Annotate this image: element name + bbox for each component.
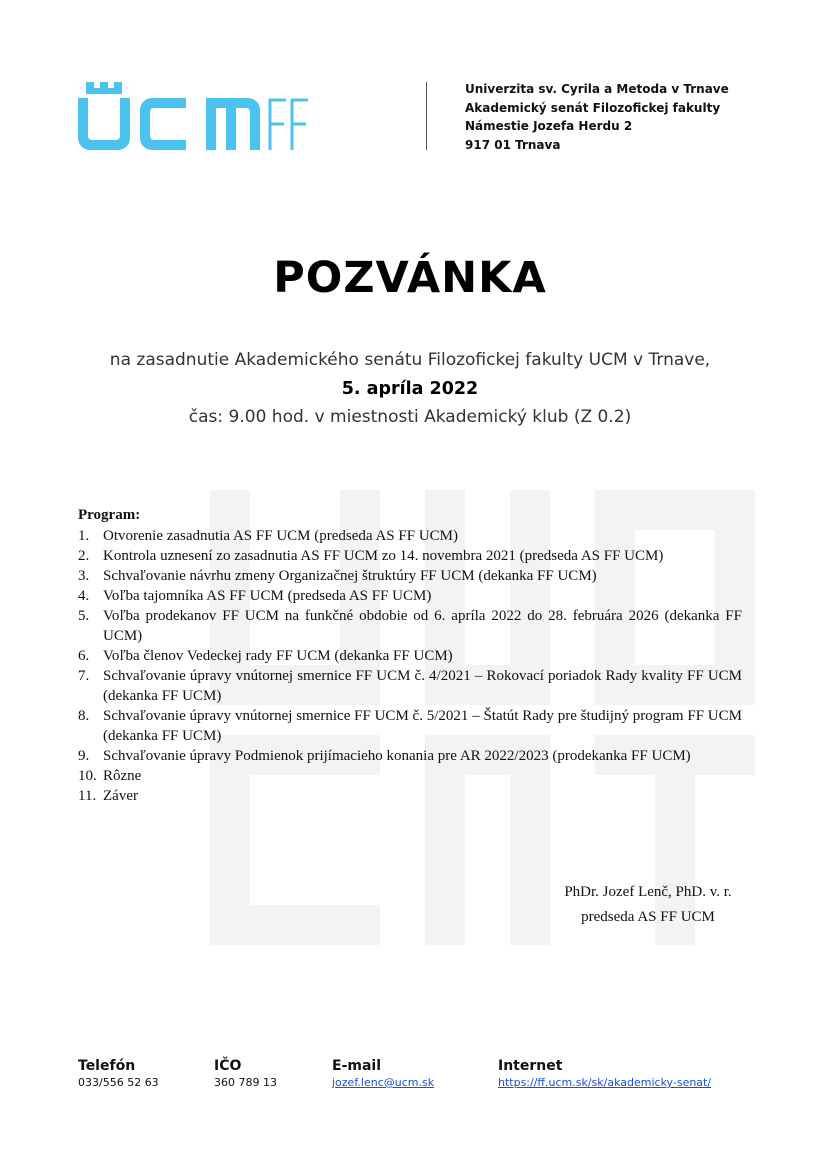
- address-line: 917 01 Trnava: [465, 137, 561, 152]
- item-text: Voľba členov Vedeckej rady FF UCM (dekanka FF UCM): [103, 648, 453, 664]
- meeting-time-location: čas: 9.00 hod. v miestnosti Akademický klub (Z 0.2): [188, 407, 632, 427]
- item-text: Otvorenie zasadnutia AS FF UCM (predseda AS FF UCM): [103, 528, 458, 544]
- document-title: POZVÁNKA: [273, 253, 547, 303]
- website-link[interactable]: https://ff.ucm.sk/sk/akademicky-senat/: [498, 1076, 712, 1089]
- program-item: [78, 786, 742, 806]
- item-text: Kontrola uznesení zo zasadnutia AS FF UCM zo 14. novembra 2021 (predseda AS FF UCM): [103, 548, 664, 564]
- program-item: [78, 606, 742, 646]
- meeting-date: 5. apríla 2022: [341, 379, 479, 399]
- signatory-role: predseda AS FF UCM: [581, 909, 715, 925]
- program-item: [78, 526, 742, 546]
- item-text: Schvaľovanie úpravy vnútornej smernice FF UCM č. 4/2021 – Rokovací poriadok Rady kvality FF UCM (dekanka FF UCM): [103, 668, 742, 704]
- signatory-name: PhDr. Jozef Lenč, PhD. v. r.: [564, 884, 732, 900]
- program-list: [78, 526, 742, 806]
- program-item: [78, 746, 742, 766]
- address-line: Akademický senát Filozofickej fakulty: [465, 100, 721, 115]
- item-number: 1.: [78, 528, 90, 544]
- item-text: Schvaľovanie úpravy vnútornej smernice FF UCM č. 5/2021 – Štatút Rady pre študijný program FF UCM (dekanka FF UCM): [103, 708, 742, 744]
- item-number: 4.: [78, 588, 90, 604]
- item-text: Voľba prodekanov FF UCM na funkčné obdobie od 6. apríla 2022 do 28. februára 2026 (dekanka FF UCM): [103, 608, 742, 644]
- ico-label: IČO: [214, 1058, 242, 1074]
- institution-address: [465, 80, 729, 154]
- program-heading: Program:: [78, 507, 141, 523]
- ucm-ff-logo: [78, 82, 310, 152]
- item-number: 6.: [78, 648, 90, 664]
- phone-value: 033/556 52 63: [78, 1076, 159, 1089]
- address-line: Námestie Jozefa Herdu 2: [465, 119, 633, 133]
- email-link[interactable]: jozef.lenc@ucm.sk: [332, 1076, 435, 1089]
- email-label: E-mail: [332, 1058, 382, 1074]
- item-number: 3.: [78, 568, 90, 584]
- item-number: 11.: [78, 788, 97, 804]
- item-text: Schvaľovanie úpravy Podmienok prijímacieho konania pre AR 2022/2023 (prodekanka FF UCM): [103, 748, 691, 764]
- header-divider: [426, 82, 427, 150]
- internet-label: Internet: [498, 1058, 563, 1074]
- program-item: [78, 546, 742, 566]
- item-number: 10.: [78, 768, 97, 784]
- phone-label: Telefón: [78, 1058, 136, 1074]
- footer-internet: [498, 1057, 711, 1091]
- program-item: [78, 586, 742, 606]
- item-number: 7.: [78, 668, 90, 684]
- footer-email: [332, 1057, 434, 1091]
- item-number: 9.: [78, 748, 90, 764]
- program-item: [78, 666, 742, 706]
- program-item: [78, 566, 742, 586]
- footer-ico: [214, 1057, 277, 1091]
- footer-phone: [78, 1057, 159, 1091]
- item-text: Voľba tajomníka AS FF UCM (predseda AS FF UCM): [103, 588, 432, 604]
- program-item: [78, 646, 742, 666]
- signature-block: [548, 880, 748, 930]
- program-section: [78, 505, 742, 806]
- ico-value: 360 789 13: [214, 1076, 277, 1089]
- item-text: Rôzne: [103, 768, 142, 784]
- item-number: 8.: [78, 708, 90, 724]
- meeting-description: na zasadnutie Akademického senátu Filozofickej fakulty UCM v Trnave,: [109, 350, 711, 370]
- item-text: Schvaľovanie návrhu zmeny Organizačnej štruktúry FF UCM (dekanka FF UCM): [103, 568, 597, 584]
- program-item: [78, 766, 742, 786]
- item-number: 5.: [78, 608, 90, 624]
- address-line: Univerzita sv. Cyrila a Metoda v Trnave: [465, 82, 729, 96]
- item-text: Záver: [103, 788, 138, 804]
- item-number: 2.: [78, 548, 90, 564]
- program-item: [78, 706, 742, 746]
